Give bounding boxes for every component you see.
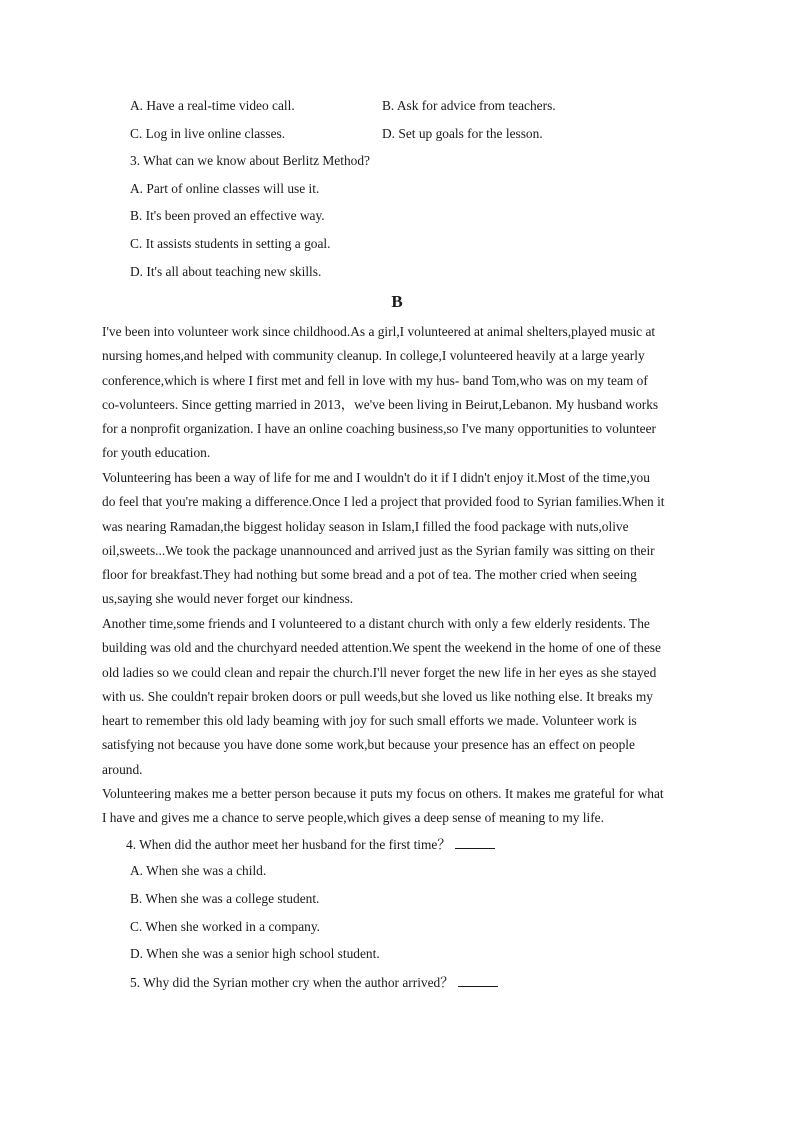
passage-line: I've been into volunteer work since childhood.As a girl,I volunteered at animal shelters,played music at [102,324,656,339]
q2-option-d: D. Set up goals for the lesson. [382,126,543,141]
q2-option-b: B. Ask for advice from teachers. [382,98,556,113]
passage-line: I have and gives me a chance to serve people,which gives a deep sense of meaning to my life. [102,810,604,826]
passage-line: building was old and the churchyard needed attention.We spent the weekend in the home of one of these [102,640,661,656]
passage-line: heart to remember this old lady beaming with joy for such small efforts we made. Volunteer work is [102,713,637,729]
section-title: B [391,292,403,311]
q5-stem-text: 5. Why did the Syrian mother cry when the author arrived？ [130,975,454,990]
passage-line: nursing homes,and helped with community cleanup. In college,I volunteered heavily at a large yearly [102,348,645,364]
q2-option-a: A. Have a real-time video call. [130,98,295,113]
q4-option-b: B. When she was a college student. [130,891,320,906]
q3-option-c: C. It assists students in setting a goal. [130,236,331,251]
passage-line: co-volunteers. Since getting married in 2013，we've been living in Beirut,Lebanon. My husband works [102,396,659,412]
q3-option-d: D. It's all about teaching new skills. [130,264,322,279]
q3-stem: 3. What can we know about Berlitz Method? [130,153,370,168]
passage-line: floor for breakfast.They had nothing but some bread and a pot of tea. The mother cried when seeing [102,567,637,583]
q3-option-b: B. It's been proved an effective way. [130,208,325,223]
passage-paragraph-2 [102,466,702,612]
passage-line: Volunteering makes me a better person because it puts my focus on others. It makes me grateful for what [102,786,664,801]
passage-line: satisfying not because you have done some work,but because your presence has an effect on people [102,737,635,753]
q2-option-c: C. Log in live online classes. [130,126,286,141]
q4-option-a: A. When she was a child. [130,863,267,878]
passage-line: around. [102,761,143,777]
passage-line: us,saying she would never forget our kindness. [102,591,354,607]
passage-line: for a nonprofit organization. I have an online coaching business,so I've many opportunities to volunteer [102,421,657,437]
passage-line: was nearing Ramadan,the biggest holiday season in Islam,I filled the food package with nuts,olive [102,518,629,534]
passage-paragraph-1 [102,320,702,466]
answer-blank[interactable] [458,974,498,987]
passage-line: do feel that you're making a difference.Once I led a project that provided food to Syrian families.When it [102,494,665,510]
q5-stem [130,974,498,991]
q4-stem [126,836,495,853]
passage-line: Another time,some friends and I volunteered to a distant church with only a few elderly residents. The [102,616,650,631]
passage-line: oil,sweets...We took the package unannounced and arrived just as the Syrian family was sitting on their [102,542,655,558]
q4-stem-text: 4. When did the author meet her husband for the first time？ [126,837,451,852]
passage-line: old ladies so we could clean and repair the church.I'll never forget the new life in her eyes as she stayed [102,664,657,680]
passage-paragraph-3 [102,612,702,782]
q4-option-d: D. When she was a senior high school student. [130,946,380,961]
passage-paragraph-4 [102,782,702,831]
passage-line: Volunteering has been a way of life for me and I wouldn't do it if I didn't enjoy it.Most of the time,you [102,470,650,485]
answer-blank[interactable] [455,836,495,849]
passage-line: for youth education. [102,445,211,461]
passage-line: conference,which is where I first met and fell in love with my hus- band Tom,who was on my team of [102,372,648,388]
passage-line: with us. She couldn't repair broken doors or pull weeds,but she loved us like nothing else. It breaks my [102,688,653,704]
q4-option-c: C. When she worked in a company. [130,919,321,934]
q3-option-a: A. Part of online classes will use it. [130,181,320,196]
